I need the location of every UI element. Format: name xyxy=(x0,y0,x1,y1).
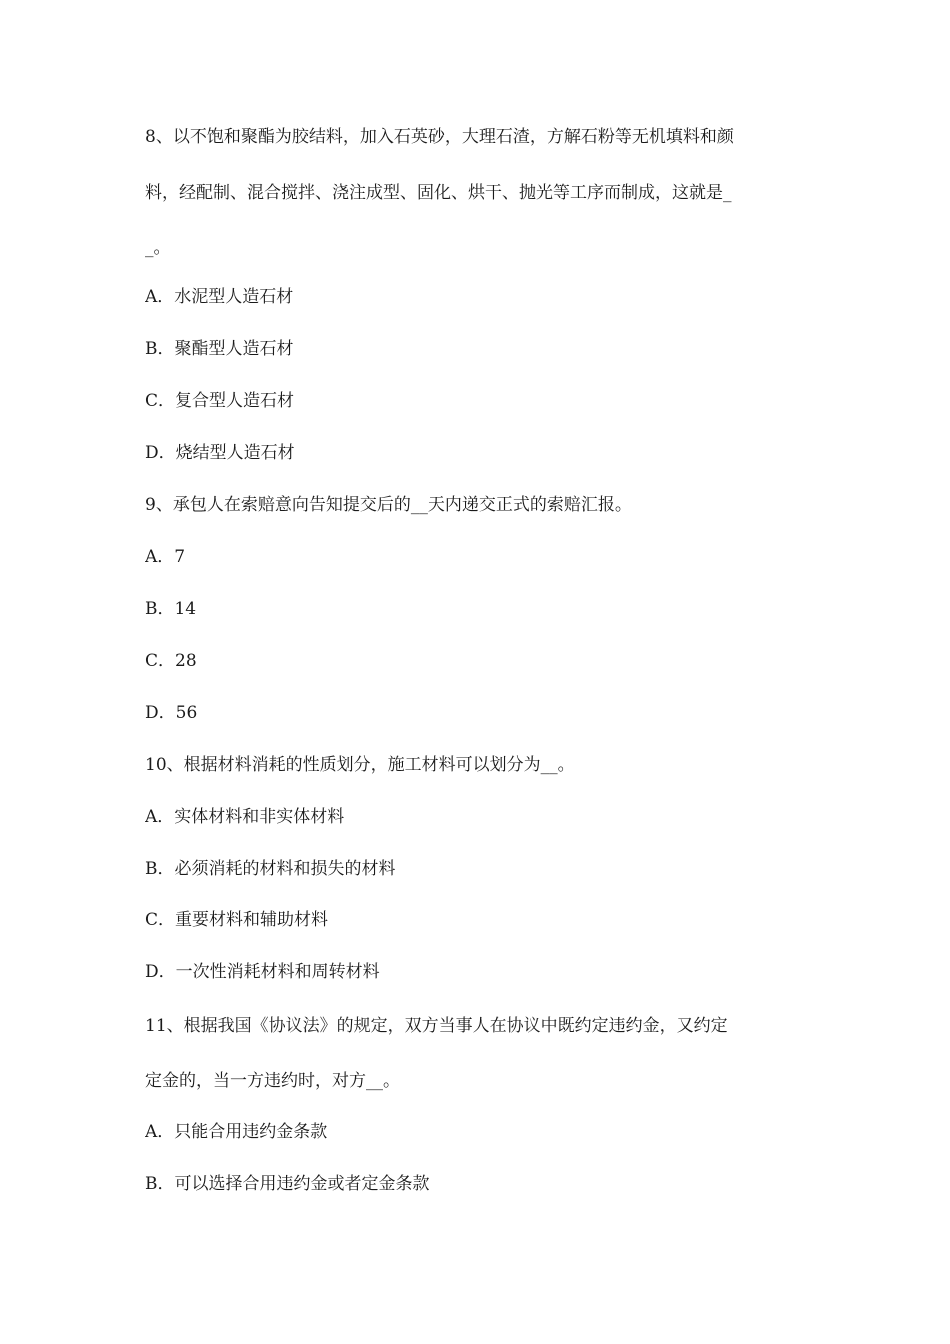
question-11-stem-line-1: 11、根据我国《协议法》的规定，双方当事人在协议中既约定违约金，又约定 xyxy=(145,1016,728,1036)
question-9-option-c: C．28 xyxy=(145,651,197,671)
question-8-option-d: D．烧结型人造石材 xyxy=(145,443,295,463)
question-10-option-d: D．一次性消耗材料和周转材料 xyxy=(145,962,380,982)
question-11-option-b: B．可以选择合用违约金或者定金条款 xyxy=(145,1174,430,1194)
question-10-stem-line-1: 10、根据材料消耗的性质划分，施工材料可以划分为__。 xyxy=(145,755,575,775)
question-9-option-a: A．7 xyxy=(145,547,186,567)
question-8-option-a: A．水泥型人造石材 xyxy=(145,287,294,307)
question-8-option-c: C．复合型人造石材 xyxy=(145,391,295,411)
question-11-stem-line-2: 定金的，当一方违约时，对方__。 xyxy=(145,1071,400,1091)
question-9-stem-line-1: 9、承包人在索赔意向告知提交后的__天内递交正式的索赔汇报。 xyxy=(145,495,632,515)
question-10-option-c: C．重要材料和辅助材料 xyxy=(145,910,329,930)
question-8-stem-line-3: _。 xyxy=(145,238,171,258)
question-8-stem-line-2: 料，经配制、混合搅拌、浇注成型、固化、烘干、抛光等工序而制成，这就是_ xyxy=(145,183,732,203)
question-11-option-a: A．只能合用违约金条款 xyxy=(145,1122,328,1142)
question-8-option-b: B．聚酯型人造石材 xyxy=(145,339,294,359)
question-8-stem-line-1: 8、以不饱和聚酯为胶结料，加入石英砂，大理石渣，方解石粉等无机填料和颜 xyxy=(145,127,734,147)
question-10-option-a: A．实体材料和非实体材料 xyxy=(145,807,345,827)
question-9-option-b: B．14 xyxy=(145,599,197,619)
question-10-option-b: B．必须消耗的材料和损失的材料 xyxy=(145,859,396,879)
question-9-option-d: D．56 xyxy=(145,703,198,723)
